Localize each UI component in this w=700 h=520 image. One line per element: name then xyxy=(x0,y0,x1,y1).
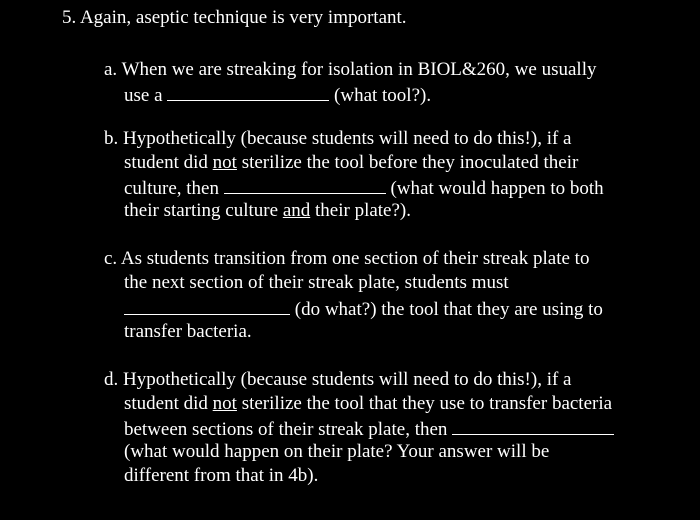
question-title: 5. Again, aseptic technique is very important. xyxy=(62,7,407,28)
answer-blank-b[interactable] xyxy=(224,175,386,194)
part-d-line-1: d. Hypothetically (because students will need to do this!), if a xyxy=(104,369,572,390)
part-c-line-4: transfer bacteria. xyxy=(124,321,252,342)
part-a-line-2: use a (what tool?). xyxy=(124,82,431,108)
part-b-line-3: culture, then (what would happen to both xyxy=(124,175,604,201)
answer-blank-a[interactable] xyxy=(167,82,329,101)
part-b-line-4: their starting culture and their plate?). xyxy=(124,200,412,221)
answer-blank-d[interactable] xyxy=(452,416,614,435)
part-a-line-1: a. When we are streaking for isolation in BIOL&260, we usually xyxy=(104,59,597,80)
part-c-line-2: the next section of their streak plate, students must xyxy=(124,272,509,293)
part-b-line-2: student did not sterilize the tool before they inoculated their xyxy=(124,152,579,173)
part-d-line-4: (what would happen on their plate? Your answer will be xyxy=(124,441,550,462)
part-d-line-5: different from that in 4b). xyxy=(124,465,319,486)
part-d-line-3: between sections of their streak plate, then xyxy=(124,416,614,442)
answer-blank-c[interactable] xyxy=(124,296,290,315)
part-c-line-1: c. As students transition from one section of their streak plate to xyxy=(104,248,590,269)
emphasis-and: and xyxy=(282,200,311,221)
emphasis-not: not xyxy=(212,393,237,414)
emphasis-not: not xyxy=(212,152,237,173)
part-b-line-1: b. Hypothetically (because students will need to do this!), if a xyxy=(104,128,572,149)
part-c-line-3: (do what?) the tool that they are using to xyxy=(124,296,603,322)
part-d-line-2: student did not sterilize the tool that they use to transfer bacteria xyxy=(124,393,613,414)
